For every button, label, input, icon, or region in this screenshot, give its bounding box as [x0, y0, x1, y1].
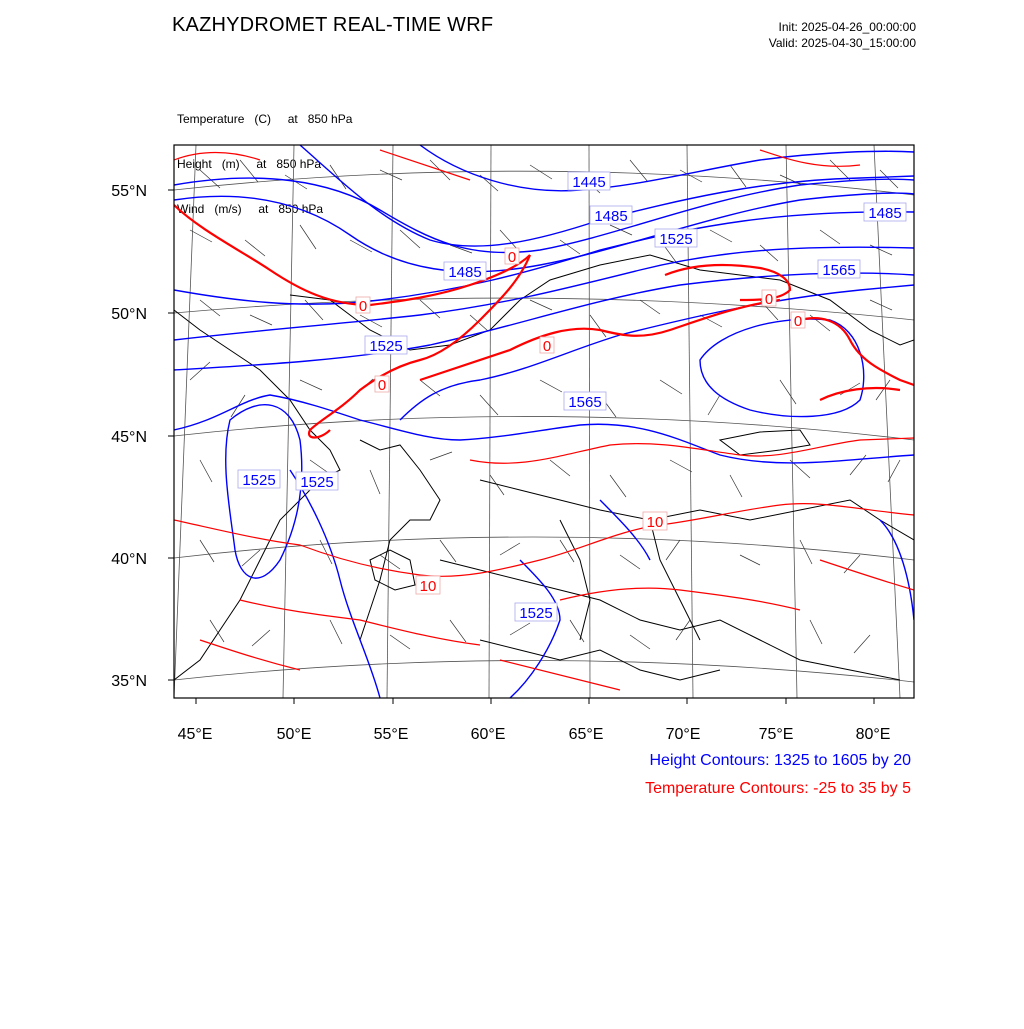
height-label-text: 1485 — [868, 205, 902, 222]
longitude-labels — [178, 726, 891, 743]
height-label-text: 1525 — [369, 338, 403, 355]
map-title: KAZHYDROMET REAL-TIME WRF — [172, 14, 494, 36]
field-wind: Wind (m/s) at 850 hPa — [177, 202, 324, 216]
lon-label: 65°E — [568, 726, 604, 743]
temp-label-text: 0 — [764, 291, 774, 308]
wind-barbs — [190, 160, 900, 653]
temp-label-text: 0 — [793, 313, 803, 330]
height-contour-legend: Height Contours: 1325 to 1605 by 20 — [649, 752, 911, 769]
height-label-text: 1445 — [572, 174, 606, 191]
height-label-text: 1525 — [300, 474, 334, 491]
height-contour-labels — [238, 172, 906, 622]
axis-ticks — [168, 190, 874, 704]
lat-label: 50°N — [111, 306, 147, 323]
temp-label-text: 10 — [646, 514, 664, 531]
height-label-text: 1525 — [519, 605, 553, 622]
height-label-text: 1485 — [594, 208, 628, 225]
latitude-labels — [111, 183, 147, 690]
lon-label: 70°E — [665, 726, 701, 743]
lon-label: 55°E — [373, 726, 409, 743]
height-label — [818, 260, 860, 279]
height-label — [590, 206, 632, 225]
field-temperature: Temperature (C) at 850 hPa — [177, 112, 353, 126]
height-label — [864, 203, 906, 222]
height-label — [655, 229, 697, 248]
temp-label — [540, 337, 554, 355]
lon-label: 45°E — [177, 726, 213, 743]
height-label-text: 1485 — [448, 264, 482, 281]
temp-label — [643, 512, 667, 531]
lat-label: 45°N — [111, 429, 147, 446]
init-time: Init: 2025-04-26_00:00:00 — [778, 20, 916, 34]
height-label-text: 1565 — [568, 394, 602, 411]
temp-label — [375, 376, 389, 394]
height-label — [238, 470, 280, 489]
valid-time: Valid: 2025-04-30_15:00:00 — [768, 36, 916, 50]
height-label — [568, 172, 610, 191]
temp-label — [505, 248, 519, 266]
height-label — [365, 336, 407, 355]
height-label — [444, 262, 486, 281]
temperature-contour-legend: Temperature Contours: -25 to 35 by 5 — [645, 780, 911, 797]
temp-label-text: 10 — [419, 578, 437, 595]
temp-label — [791, 312, 805, 330]
temp-label-text: 0 — [507, 249, 517, 266]
height-label — [515, 603, 557, 622]
temp-label-text: 0 — [377, 377, 387, 394]
temp-label — [356, 297, 370, 315]
lon-label: 80°E — [855, 726, 891, 743]
temp-label — [762, 290, 776, 308]
temp-label-text: 0 — [358, 298, 368, 315]
height-label-text: 1565 — [822, 262, 856, 279]
lat-label: 40°N — [111, 551, 147, 568]
lon-label: 60°E — [470, 726, 506, 743]
height-label-text: 1525 — [242, 472, 276, 489]
height-label-text: 1525 — [659, 231, 693, 248]
height-label — [564, 392, 606, 411]
lon-label: 50°E — [276, 726, 312, 743]
height-label — [296, 472, 338, 491]
temp-label-text: 0 — [542, 338, 552, 355]
temp-label — [416, 576, 440, 595]
field-height: Height (m) at 850 hPa — [177, 157, 322, 171]
temperature-contour-labels — [356, 248, 805, 595]
lat-label: 55°N — [111, 183, 147, 200]
lon-label: 75°E — [758, 726, 794, 743]
lat-label: 35°N — [111, 673, 147, 690]
